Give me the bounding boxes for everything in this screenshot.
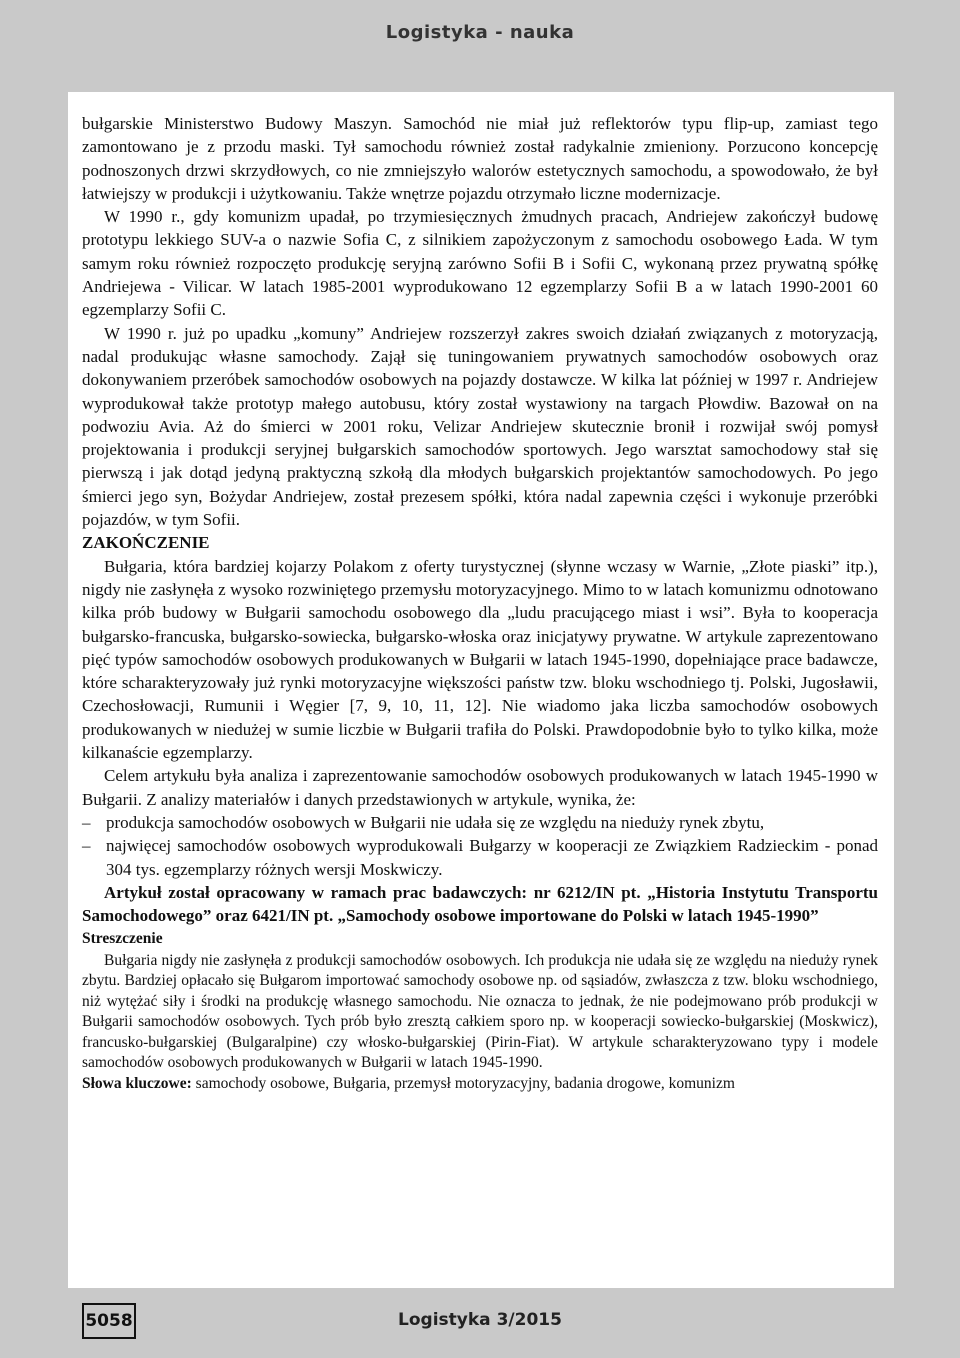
page-number: 5058 — [82, 1303, 136, 1339]
keywords-label: Słowa kluczowe: — [82, 1074, 192, 1092]
section-heading: ZAKOŃCZENIE — [82, 533, 210, 553]
abstract-heading: Streszczenie — [82, 930, 163, 948]
body-paragraph: bułgarskie Ministerstwo Budowy Maszyn. Samochód nie miał już reflektorów typu flip-up, zamiast tego zamontowano je z przodu maski. Tył samochodu również został radykalnie zmieniony. Porzucono koncepcję podnoszonych drzwi skrzydłowych, co nie zmniejszyło walorów estetycznych samochodu, a spowodowało, że był łatwiejszy w produkcji i użytkowaniu. Także wnętrze pojazdu otrzymało liczne modernizacje. — [82, 114, 878, 203]
running-header: Logistyka - nauka — [385, 22, 575, 43]
journal-footer: Logistyka 3/2015 — [398, 1310, 562, 1330]
funding-note: Artykuł został opracowany w ramach prac badawczych: nr 6212/IN pt. „Historia Instytutu Transportu Samochodowego” oraz 6421/IN pt. „Samochody osobowe importowane do Polski w latach 1945-1990” — [82, 882, 878, 926]
abstract-text: Bułgaria nigdy nie zasłynęła z produkcji samochodów osobowych. Ich produkcja nie udała się ze względu na nieduży rynek zbytu. Bardziej opłacało się Bułgarom importować samochody osobowe np. od sąsiadów, zwłaszcza z tzw. bloku wschodniego, niż wytężać siły i środki na produkcję własnego samochodu. Nie oznacza to jednak, że nie podejmowano prób produkcji w Bułgarii samochodów osobowych. Tych prób było zresztą całkiem sporo np. w kooperacji sowiecko-bułgarskiej (Moskwicz), francusko-bułgarskiej (Bulgaralpine) czy włosko-bułgarskiej (Pirin-Fiat). W artykule scharakteryzowano typy i modele samochodów osobowych produkowanych w Bułgarii w latach 1945-1990. — [82, 951, 878, 1072]
article-content — [82, 112, 878, 1094]
body-paragraph: W 1990 r., gdy komunizm upadał, po trzymiesięcznych żmudnych pracach, Andriejew zakończył budowę prototypu lekkiego SUV-a o nazwie Sofia C, z silnikiem zapożyczonym z samochodu osobowego Łada. W tym samym roku również rozpoczęto produkcję seryjną zarówno Sofii B i Sofii C, wykonaną przez prywatną spółkę Andriejewa - Vilicar. W latach 1985-2001 wyprodukowano 12 egzemplarzy Sofii B a w latach 1990-2001 60 egzemplarzy Sofii C. — [82, 207, 878, 320]
conclusion-paragraph: Celem artykułu była analiza i zaprezentowanie samochodów osobowych produkowanych w latach 1945-1990 w Bułgarii. Z analizy materiałów i danych przedstawionych w artykule, wynika, że: — [82, 766, 878, 809]
conclusion-list — [82, 811, 878, 881]
conclusion-paragraph: Bułgaria, która bardziej kojarzy Polakom z oferty turystycznej (słynne wczasy w Warnie, „Złote piaski” itp.), nigdy nie zasłynęła z wysoko rozwiniętego przemysłu motoryzacyjnego. Mimo to w latach komunizmu odnotowano kilka prób budowy w Bułgarii samochodu osobowego dla „ludu pracującego miast i wsi”. Była to kooperacja bułgarsko-francuska, bułgarsko-sowiecka, bułgarsko-włoska oraz inicjatywy prywatne. W artykule zaprezentowano pięć typów samochodów osobowych produkowanych w Bułgarii w latach 1945-1990, dopełniające prace badawcze, które scharakteryzowały już rynki motoryzacyjne większości państw tzw. bloku wschodniego tj. Polski, Jugosławii, Czechosłowacji, Rumunii i Węgier [7, 9, 10, 11, 12]. Nie wiadomo jaka liczba samochodów osobowych produkowanych w niedużej w sumie liczbie w Bułgarii trafiła do Polski. Prawdopodobnie było to tylko kilka, może kilkanaście egzemplarzy. — [82, 556, 878, 763]
body-paragraph: W 1990 r. już po upadku „komuny” Andriejew rozszerzył zakres swoich działań związanych z motoryzacją, nadal produkując własne samochody. Zajął się tuningowaniem prywatnych samochodów osobowych oraz dokonywaniem przeróbek samochodów osobowych na pojazdy dostawcze. W kilka lat później w 1997 r. Andriejew wyprodukował także prototyp małego autobusu, który został wystawiony na targach Płowdiw. Bazował on na podwoziu Avia. Aż do śmierci w 2001 roku, Velizar Andriejew skutecznie bronił i rozwijał swój pomysł projektowania i produkcji seryjnej bułgarskich samochodów sportowych. Jego warsztat samochodowy stał się pierwszą i jak dotąd jedyną praktyczną szkołą dla młodych bułgarskich projektantów samochodowych. Po jego śmierci jego syn, Bożydar Andriejew, został prezesem spółki, która nadal zapewnia części i wykonuje przeróbki pojazdów, w tym Sofii. — [82, 323, 878, 530]
keywords — [82, 1074, 878, 1095]
keywords-text: samochody osobowe, Bułgaria, przemysł motoryzacyjny, badania drogowe, komunizm — [195, 1074, 735, 1092]
list-item: – produkcja samochodów osobowych w Bułgarii nie udała się ze względu na nieduży rynek zbytu, — [82, 811, 878, 834]
list-item: – najwięcej samochodów osobowych wyprodukowali Bułgarzy w kooperacji ze Związkiem Radzieckim - ponad 304 tys. egzemplarzy różnych wersji Moskwiczy. — [82, 834, 878, 881]
